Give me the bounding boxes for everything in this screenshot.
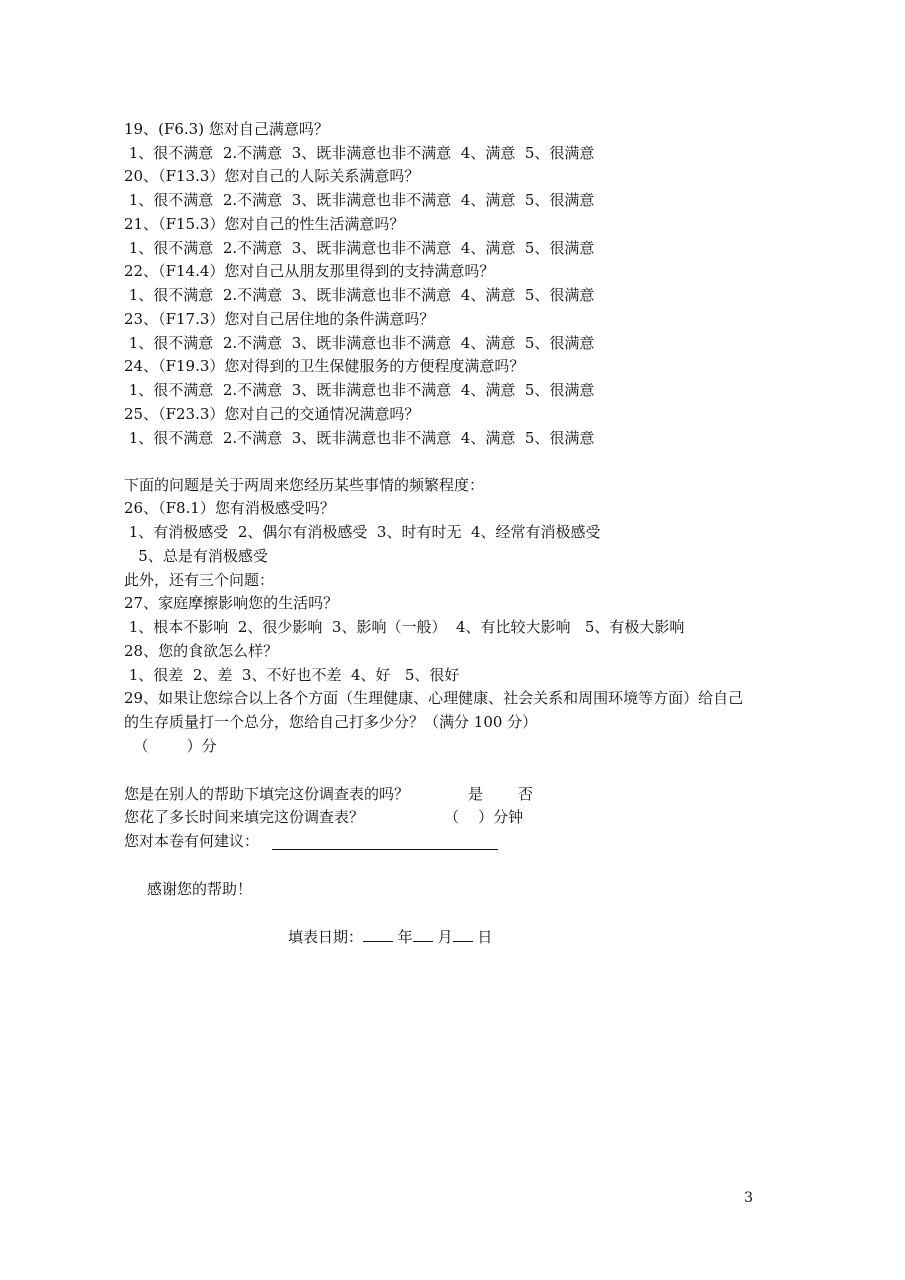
q26-options-line2: 5、总是有消极感受 bbox=[124, 547, 268, 565]
date-row bbox=[288, 927, 492, 947]
q20-title: 20、（F13.3）您对自己的人际关系满意吗？ bbox=[124, 167, 420, 185]
q28-options: 1、很差 2、差 3、不好也不差 4、好 5、很好 bbox=[124, 666, 460, 684]
q28-title: 28、您的食欲怎么样？ bbox=[124, 642, 279, 660]
page-number: 3 bbox=[744, 1190, 753, 1206]
q27-options: 1、根本不影响 2、很少影响 3、影响（一般） 4、有比较大影响 5、有极大影响 bbox=[124, 618, 685, 636]
date-label: 填表日期： bbox=[288, 928, 364, 946]
q24-options: 1、很不满意 2.不满意 3、既非满意也非不满意 4、满意 5、很满意 bbox=[124, 381, 595, 399]
q26-title: 26、（F8.1）您有消极感受吗？ bbox=[124, 499, 335, 517]
q19-title: 19、(F6.3) 您对自己满意吗？ bbox=[124, 120, 329, 138]
q29-score-answer[interactable]: （ ）分 bbox=[124, 737, 217, 755]
q23-title: 23、（F17.3）您对自己居住地的条件满意吗？ bbox=[124, 310, 435, 328]
answer-no[interactable]: 否 bbox=[518, 785, 534, 803]
day-label: 日 bbox=[477, 928, 493, 946]
answer-yes[interactable]: 是 bbox=[468, 785, 484, 803]
q21-options: 1、很不满意 2.不满意 3、既非满意也非不满意 4、满意 5、很满意 bbox=[124, 239, 595, 257]
thanks-text: 感谢您的帮助！ bbox=[147, 880, 253, 898]
time-question: 您花了多长时间来填完这份调查表？ bbox=[124, 808, 365, 826]
month-label: 月 bbox=[437, 928, 453, 946]
help-question: 您是在别人的帮助下填完这份调查表的吗？ bbox=[124, 785, 410, 803]
q29-text-line2: 的生存质量打一个总分，您给自己打多少分？（满分 100 分） bbox=[124, 713, 538, 731]
day-blank[interactable] bbox=[453, 927, 473, 942]
q21-title: 21、（F15.3）您对自己的性生活满意吗？ bbox=[124, 215, 405, 233]
q25-title: 25、（F23.3）您对自己的交通情况满意吗？ bbox=[124, 405, 420, 423]
q26-options-line1: 1、有消极感受 2、偶尔有消极感受 3、时有时无 4、经常有消极感受 bbox=[124, 523, 601, 541]
time-answer[interactable]: （ ）分钟 bbox=[444, 808, 524, 826]
suggestion-question: 您对本卷有何建议： bbox=[124, 832, 260, 850]
q22-title: 22、（F14.4）您对自己从朋友那里得到的支持满意吗？ bbox=[124, 262, 495, 280]
suggestion-blank[interactable] bbox=[272, 831, 498, 850]
q27-title: 27、家庭摩擦影响您的生活吗？ bbox=[124, 594, 339, 612]
q22-options: 1、很不满意 2.不满意 3、既非满意也非不满意 4、满意 5、很满意 bbox=[124, 286, 595, 304]
section-extra-intro: 此外，还有三个问题： bbox=[124, 571, 275, 589]
q29-text-line1: 29、如果让您综合以上各个方面（生理健康、心理健康、社会关系和周围环境等方面）给自己 bbox=[124, 689, 744, 707]
month-blank[interactable] bbox=[413, 927, 433, 942]
year-label: 年 bbox=[397, 928, 413, 946]
q23-options: 1、很不满意 2.不满意 3、既非满意也非不满意 4、满意 5、很满意 bbox=[124, 334, 595, 352]
section-frequency-intro: 下面的问题是关于两周来您经历某些事情的频繁程度： bbox=[124, 476, 485, 494]
q20-options: 1、很不满意 2.不满意 3、既非满意也非不满意 4、满意 5、很满意 bbox=[124, 191, 595, 209]
q19-options: 1、很不满意 2.不满意 3、既非满意也非不满意 4、满意 5、很满意 bbox=[124, 144, 595, 162]
year-blank[interactable] bbox=[363, 927, 393, 942]
q24-title: 24、（F19.3）您对得到的卫生保健服务的方便程度满意吗？ bbox=[124, 357, 525, 375]
q25-options: 1、很不满意 2.不满意 3、既非满意也非不满意 4、满意 5、很满意 bbox=[124, 429, 595, 447]
